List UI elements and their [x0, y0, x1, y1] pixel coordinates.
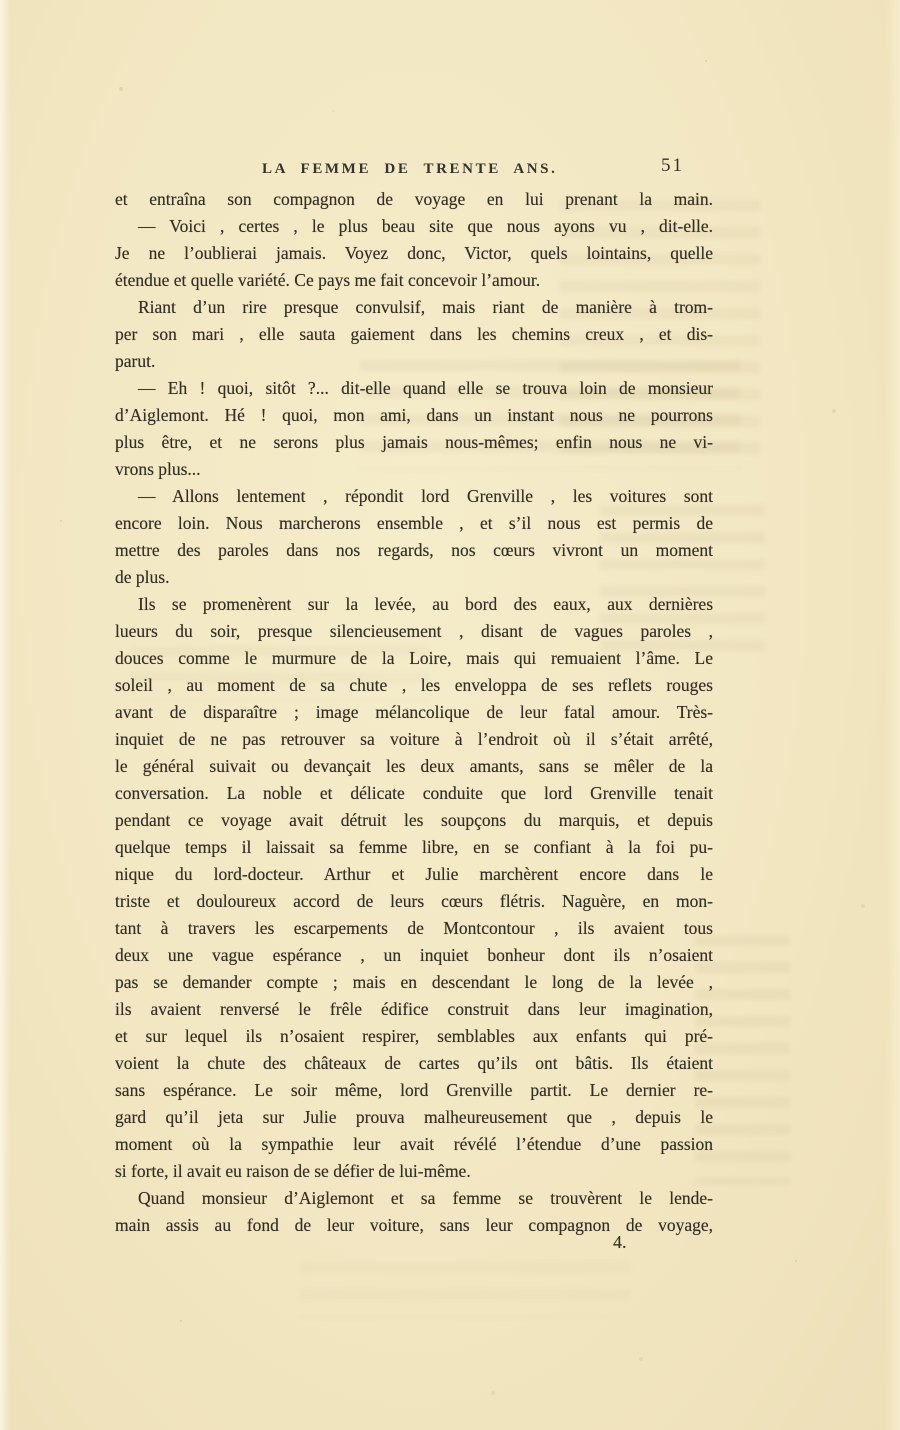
paper-specks: [0, 0, 2, 2]
text-line: soleil , au moment de sa chute , les enveloppa de ses reflets rouges: [115, 675, 713, 695]
page-number: 51: [661, 155, 684, 176]
page-showthrough: [300, 1262, 630, 1318]
text-line: vrons plus...: [115, 459, 201, 479]
text-line: main assis au fond de leur voiture, sans leur compagnon de voyage,: [115, 1215, 713, 1235]
text-line: Ils se promenèrent sur la levée, au bord des eaux, aux dernières: [138, 594, 713, 614]
text-line: étendue et quelle variété. Ce pays me fait concevoir l’amour.: [115, 270, 541, 290]
text-line: d’Aiglemont. Hé ! quoi, mon ami, dans un instant nous ne pourrons: [115, 405, 713, 425]
text-line: mettre des paroles dans nos regards, nos cœurs vivront un moment: [115, 540, 713, 560]
text-line: nique du lord-docteur. Arthur et Julie marchèrent encore dans le: [115, 864, 713, 884]
text-line: quelque temps il laissait sa femme libre, en se confiant à la foi pu-: [115, 837, 713, 857]
running-title: LA FEMME DE TRENTE ANS.: [262, 161, 558, 177]
text-block: [115, 186, 713, 1239]
text-line: — Voici , certes , le plus beau site que nous ayons vu , dit-elle.: [138, 216, 713, 236]
signature-mark: 4.: [613, 1232, 627, 1252]
text-line: douces comme le murmure de la Loire, mais qui remuaient l’âme. Le: [115, 648, 713, 668]
text-line: lueurs du soir, presque silencieusement , disant de vagues paroles ,: [115, 621, 713, 641]
text-line: Riant d’un rire presque convulsif, mais riant de manière à trom-: [138, 297, 713, 317]
text-line: tant à travers les escarpements de Montcontour , ils avaient tous: [115, 918, 713, 938]
text-line: deux une vague espérance , un inquiet bonheur dont ils n’osaient: [115, 945, 713, 965]
text-line: ils avaient renversé le frêle édifice construit dans leur imagination,: [115, 999, 713, 1019]
text-line: per son mari , elle sauta gaiement dans les chemins creux , et dis-: [115, 324, 713, 344]
text-line: et sur lequel ils n’osaient respirer, semblables aux enfants qui pré-: [115, 1026, 713, 1046]
text-line: Quand monsieur d’Aiglemont et sa femme se trouvèrent le lende-: [138, 1188, 713, 1208]
text-line: inquiet de ne pas retrouver sa voiture à l’endroit où il s’était arrêté,: [115, 729, 713, 749]
text-line: le général suivait ou devançait les deux amants, sans se mêler de la: [115, 756, 713, 776]
text-line: de plus.: [115, 567, 170, 587]
text-line: plus être, et ne serons plus jamais nous-mêmes; enfin nous ne vi-: [115, 432, 713, 452]
text-line: sans espérance. Le soir même, lord Grenville partit. Le dernier re-: [115, 1080, 713, 1100]
text-line: — Allons lentement , répondit lord Grenville , les voitures sont: [138, 486, 713, 506]
text-line: voient la chute des châteaux de cartes qu’ils ont bâtis. Ils étaient: [115, 1053, 713, 1073]
text-line: encore loin. Nous marcherons ensemble , et s’il nous est permis de: [115, 513, 713, 533]
text-line: parut.: [115, 351, 156, 371]
text-line: — Eh ! quoi, sitôt ?... dit-elle quand elle se trouva loin de monsieur: [138, 378, 713, 398]
text-line: pas se demander compte ; mais en descendant le long de la levée ,: [115, 972, 713, 992]
text-line: et entraîna son compagnon de voyage en lui prenant la main.: [115, 189, 713, 209]
text-line: Je ne l’oublierai jamais. Voyez donc, Victor, quels lointains, quelle: [115, 243, 713, 263]
text-line: conversation. La noble et délicate conduite que lord Grenville tenait: [115, 783, 713, 803]
text-line: pendant ce voyage avait détruit les soupçons du marquis, et depuis: [115, 810, 713, 830]
text-line: moment où la sympathie leur avait révélé l’étendue d’une passion: [115, 1134, 713, 1154]
text-line: si forte, il avait eu raison de se défier de lui-même.: [115, 1161, 471, 1181]
text-line: avant de disparaître ; image mélancolique de leur fatal amour. Très-: [115, 702, 713, 722]
text-line: triste et douloureux accord de leurs cœurs flétris. Naguère, en mon-: [115, 891, 713, 911]
text-line: gard qu’il jeta sur Julie prouva malheureusement que , depuis le: [115, 1107, 713, 1127]
